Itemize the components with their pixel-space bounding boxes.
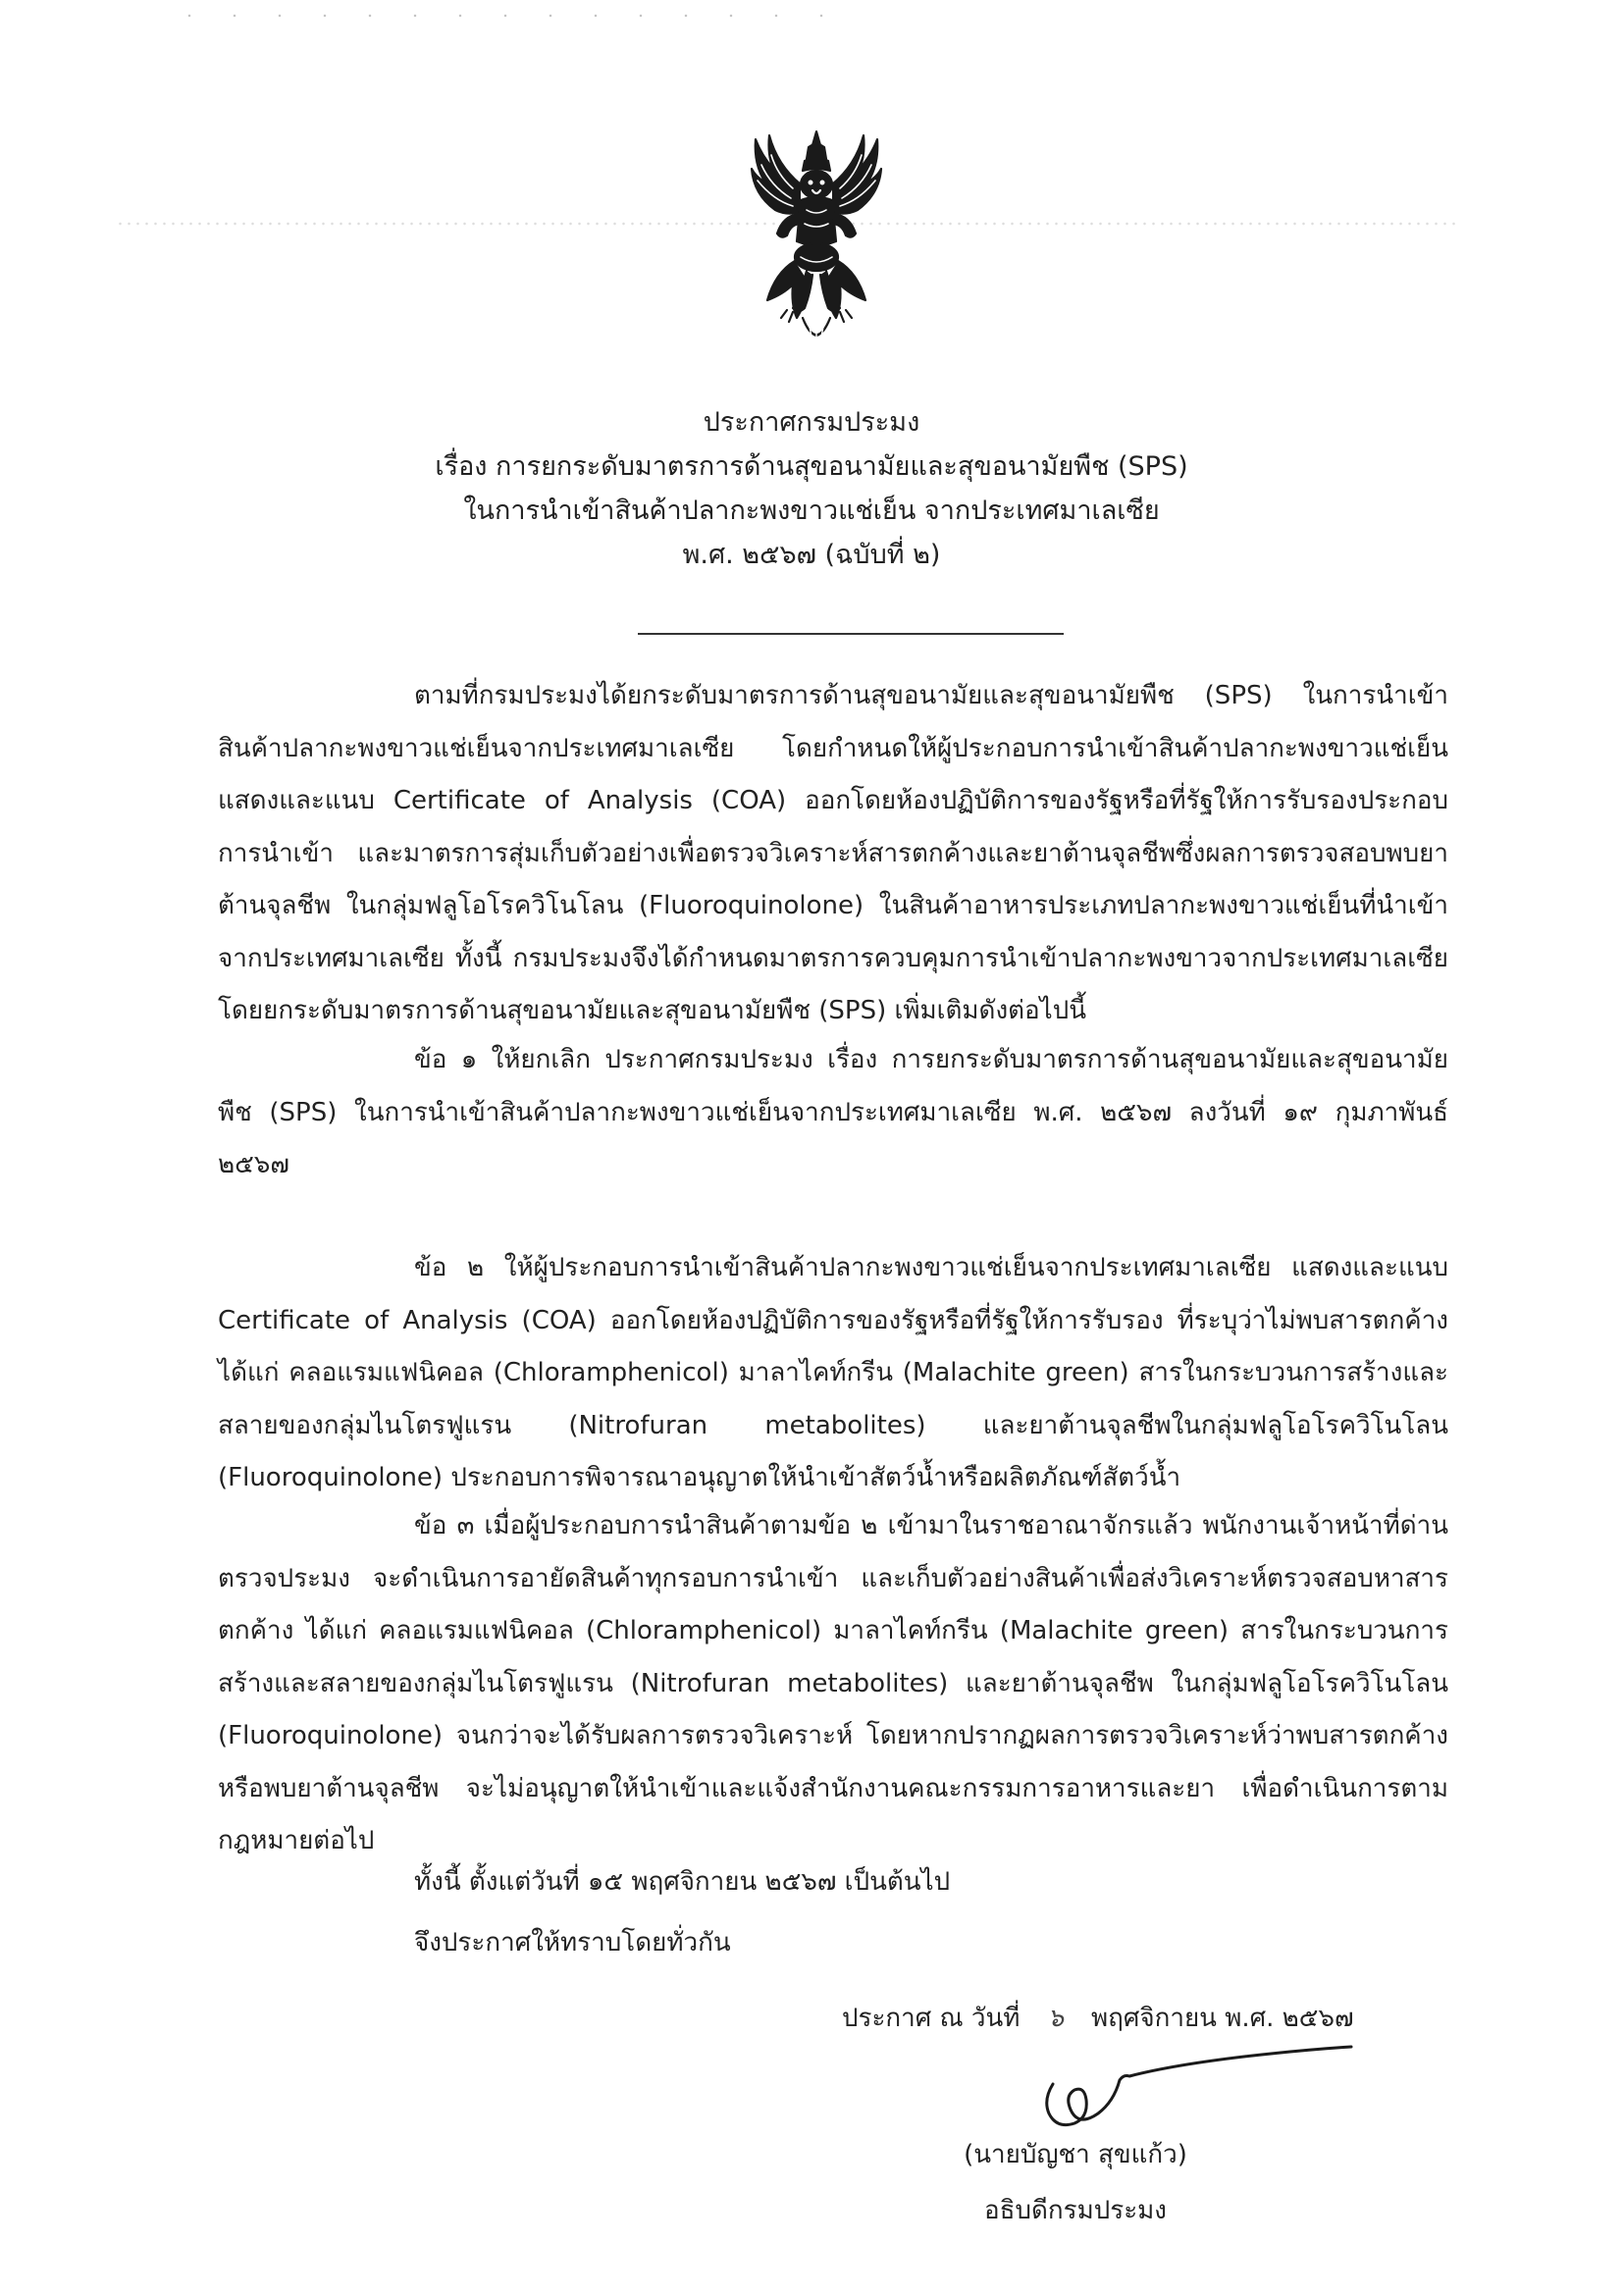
title-divider	[638, 633, 1064, 635]
signatory-name-line	[0, 2135, 1623, 2174]
date-suffix: พฤศจิกายน พ.ศ. ๒๕๖๗	[1090, 2004, 1354, 2033]
signatory-position: อธิบดีกรมประมง	[984, 2196, 1167, 2225]
signature-icon	[1035, 2041, 1359, 2139]
announcement-header	[0, 400, 1623, 577]
clause-2-paragraph	[218, 1242, 1448, 1505]
announcement-date-line	[842, 1999, 1354, 2038]
clause-1-text: ข้อ ๑ ให้ยกเลิก ประกาศกรมประมง เรื่อง การยกระดับมาตรการด้านสุขอนามัยและสุขอนามัยพืช (SPS) ในการนำเข้าสินค้าปลากะพงขาวแช่เย็นจากประเทศมาเลเซีย พ.ศ. ๒๕๖๗ ลงวันที่ ๑๙ กุมภาพันธ์ ๒๕๖๗	[218, 1045, 1448, 1179]
issuing-agency: ประกาศกรมประมง	[703, 407, 920, 438]
preamble-text: ตามที่กรมประมงได้ยกระดับมาตรการด้านสุขอนามัยและสุขอนามัยพืช (SPS) ในการนำเข้าสินค้าปลากะพงขาวแช่เย็นจากประเทศมาเลเซีย โดยกำหนดให้ผู้ประกอบการนำเข้าสินค้าปลากะพงขาวแช่เย็นแสดงและแนบ Certificate of Analysis (COA) ออกโดยห้องปฏิบัติการของรัฐหรือที่รัฐให้การรับรองประกอบการนำเข้า และมาตรการสุ่มเก็บตัวอย่างเพื่อตรวจวิเคราะห์สารตกค้างและยาต้านจุลชีพซึ่งผลการตรวจสอบพบยาต้านจุลชีพ ในกลุ่มฟลูโอโรควิโนโลน (Fluoroquinolone) ในสินค้าอาหารประเภทปลากะพงขาวแช่เย็นที่นำเข้าจากประเทศมาเลเซีย ทั้งนี้ กรมประมงจึงได้กำหนดมาตรการควบคุมการนำเข้าปลากะพงขาวจากประเทศมาเลเซีย โดยยกระดับมาตรการด้านสุขอนามัยและสุขอนามัยพืช (SPS) เพิ่มเติมดังต่อไปนี้	[218, 681, 1448, 1025]
clause-1-paragraph	[218, 1034, 1448, 1192]
clause-2-text: ข้อ ๒ ให้ผู้ประกอบการนำเข้าสินค้าปลากะพงขาวแช่เย็นจากประเทศมาเลเซีย แสดงและแนบ Certificate of Analysis (COA) ออกโดยห้องปฏิบัติการของรัฐหรือที่รัฐให้การรับรอง ที่ระบุว่าไม่พบสารตกค้าง ได้แก่ คลอแรมแฟนิคอล (Chloramphenicol) มาลาไคท์กรีน (Malachite green) สารในกระบวนการสร้างและสลายของกลุ่มไนโตรฟูแรน (Nitrofuran metabolites) และยาต้านจุลชีพในกลุ่มฟลูโอโรควิโนโลน (Fluoroquinolone) ประกอบการพิจารณาอนุญาตให้นำเข้าสัตว์น้ำหรือผลิตภัณฑ์สัตว์น้ำ	[218, 1253, 1448, 1492]
scan-artifact	[167, 14, 858, 18]
preamble-paragraph	[218, 670, 1448, 1038]
garuda-emblem-icon	[748, 126, 885, 361]
announcement-subject-line2: ในการนำเข้าสินค้าปลากะพงขาวแช่เย็น จากประเทศมาเลเซีย	[463, 496, 1160, 526]
announcement-closing-line: จึงประกาศให้ทราบโดยทั่วกัน	[414, 1928, 731, 1957]
effective-date-line: ทั้งนี้ ตั้งแต่วันที่ ๑๕ พฤศจิกายน ๒๕๖๗ เป็นต้นไป	[414, 1867, 951, 1897]
date-day: ๖	[1047, 2004, 1064, 2033]
date-prefix: ประกาศ ณ วันที่	[842, 2004, 1021, 2033]
signatory-name: (นายบัญชา สุขแก้ว)	[964, 2140, 1187, 2169]
signatory-position-line	[0, 2191, 1623, 2230]
announcement-subject: เรื่อง การยกระดับมาตรการด้านสุขอนามัยและสุขอนามัยพืช (SPS)	[435, 451, 1188, 482]
clause-3-paragraph	[218, 1500, 1448, 1868]
announcement-year-issue: พ.ศ. ๒๕๖๗ (ฉบับที่ ๒)	[682, 540, 941, 570]
clause-3-text: ข้อ ๓ เมื่อผู้ประกอบการนำสินค้าตามข้อ ๒ เข้ามาในราชอาณาจักรแล้ว พนักงานเจ้าหน้าที่ด่านตรวจประมง จะดำเนินการอายัดสินค้าทุกรอบการนำเข้า และเก็บตัวอย่างสินค้าเพื่อส่งวิเคราะห์ตรวจสอบหาสารตกค้าง ได้แก่ คลอแรมแฟนิคอล (Chloramphenicol) มาลาไคท์กรีน (Malachite green) สารในกระบวนการสร้างและสลายของกลุ่มไนโตรฟูแรน (Nitrofuran metabolites) และยาต้านจุลชีพ ในกลุ่มฟลูโอโรควิโนโลน (Fluoroquinolone) จนกว่าจะได้รับผลการตรวจวิเคราะห์ โดยหากปรากฏผลการตรวจวิเคราะห์ว่าพบสารตกค้างหรือพบยาต้านจุลชีพ จะไม่อนุญาตให้นำเข้าและแจ้งสำนักงานคณะกรรมการอาหารและยา เพื่อดำเนินการตามกฎหมายต่อไป	[218, 1511, 1448, 1855]
